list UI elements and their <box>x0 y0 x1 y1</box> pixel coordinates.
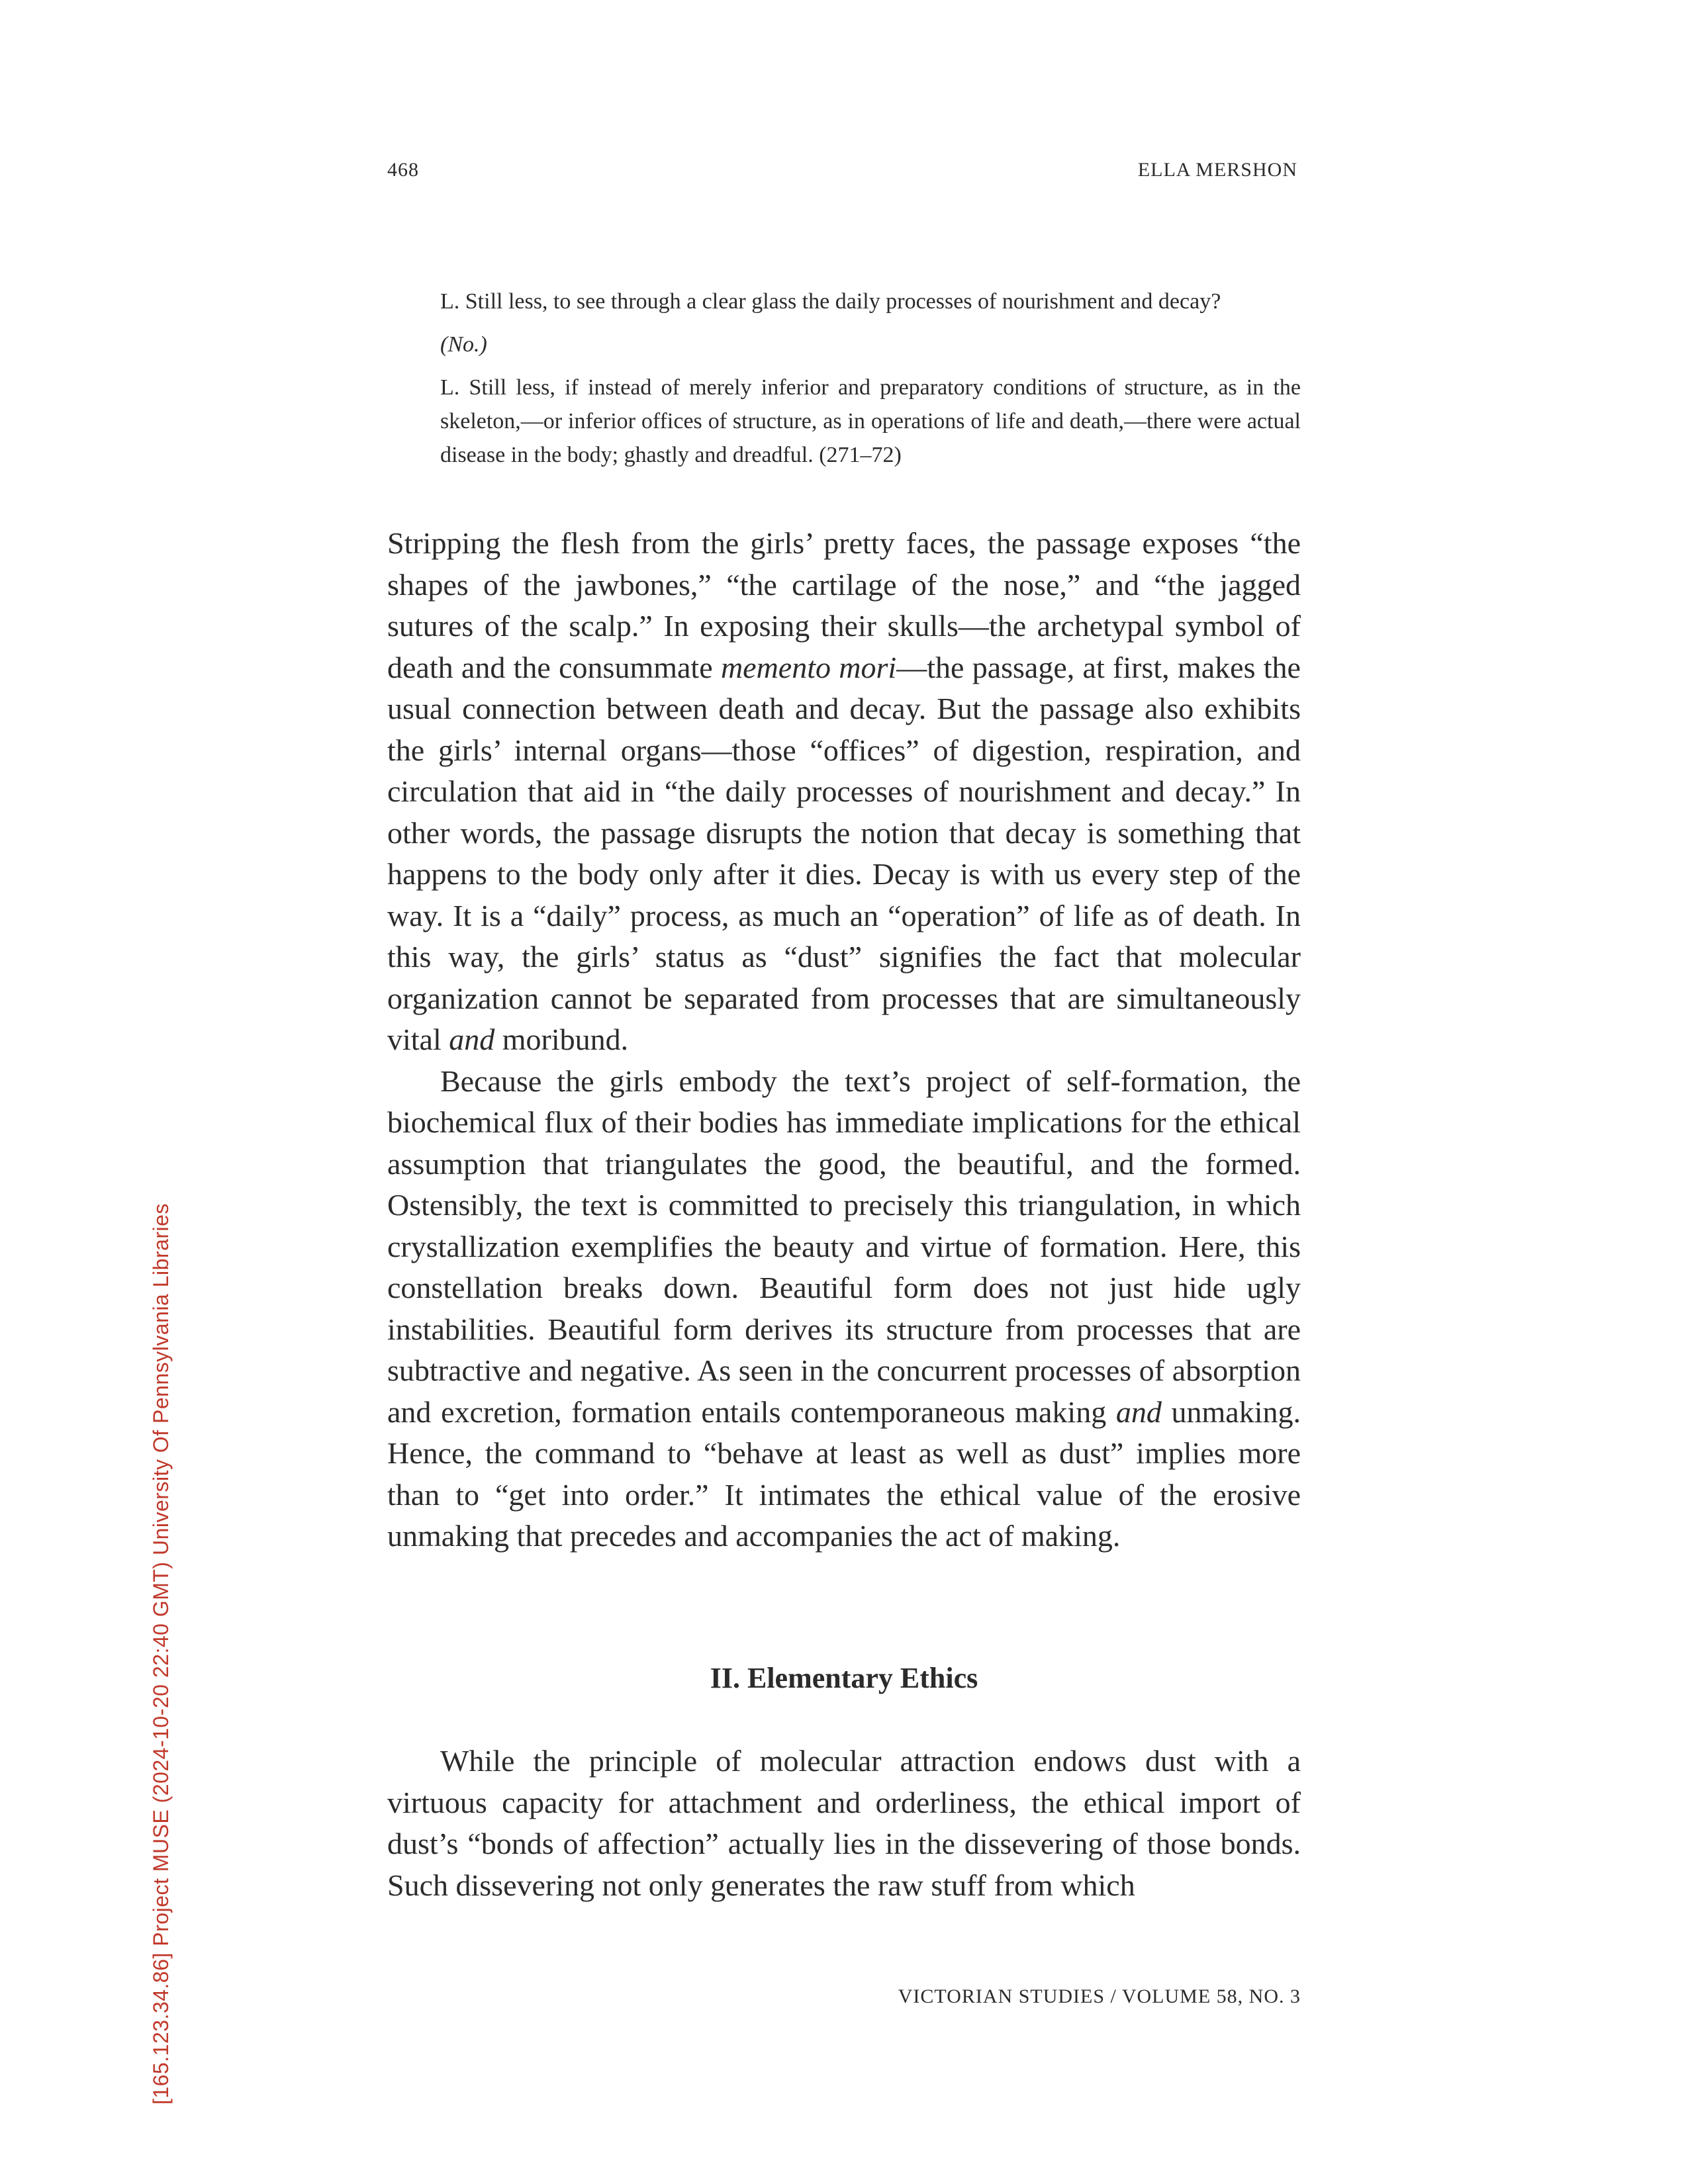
access-watermark: [165.123.34.86] Project MUSE (2024-10-20 22:40 GMT) University Of Pennsylvania Libraries <box>149 1203 173 2105</box>
paragraph: While the principle of molecular attraction endows dust with a virtuous capacity for attachment and orderliness, the ethical import of dust’s “bonds of affection” actually lies in the dissevering of those bonds. Such dissevering not only generates the raw stuff from which <box>387 1744 1301 1902</box>
paragraph <box>387 1061 1301 1557</box>
paragraph-text: unmaking. Hence, the command to “behave at least as well as dust” implies more than to “get into order.” It intimates the ethical value of the erosive unmaking that precedes and accompanies the act of making. <box>387 1394 1301 1553</box>
italic-phrase: memento mori <box>720 650 897 684</box>
italic-phrase: and <box>1115 1394 1162 1429</box>
page-number: 468 <box>387 159 419 181</box>
paragraph-text: —the passage, at first, makes the usual connection between death and decay. But the passage also exhibits the girls’ internal organs—those “offices” of digestion, respiration, and circulation that aid in “the daily processes of nourishment and decay.” In other words, the passage disrupts the notion that decay is something that happens to the body only after it dies. Decay is with us every step of the way. It is a “daily” process, as much an “operation” of life as of death. In this way, the girls’ status as “dust” signifies the fact that molecular organization cannot be separated from processes that are simultaneously vital <box>387 650 1301 1056</box>
quote-stage-direction: (No.) <box>440 332 487 357</box>
paragraph-text: Because the girls embody the text’s project of self-formation, the biochemical flux of their bodies has immediate implications for the ethical assumption that triangulates the good, the beautiful, and the formed. Ostensibly, the text is committed to precisely this triangulation, in which crystallization exemplifies the beauty and virtue of formation. Here, this constellation breaks down. Beautiful form does not just hide ugly instabilities. Beautiful form derives its structure from processes that are subtractive and negative. As seen in the concurrent processes of absorption and excretion, formation entails contemporaneous making <box>387 1064 1301 1429</box>
block-quote <box>440 285 1301 481</box>
quote-line: L. Still less, if instead of merely inferior and preparatory conditions of structure, as in the skeleton,—or inferior offices of structure, as in operations of life and death,—there were actual disease in the body; ghastly and dreadful. (271–72) <box>440 375 1301 467</box>
paragraph-text: moribund. <box>494 1023 629 1056</box>
italic-phrase: and <box>449 1023 495 1056</box>
quote-line: L. Still less, to see through a clear glass the daily processes of nourishment and decay? <box>440 289 1221 314</box>
paragraph <box>387 523 1301 1061</box>
running-head-author: ELLA MERSHON <box>1137 159 1297 181</box>
section-body <box>387 1741 1301 1906</box>
running-foot-journal: VICTORIAN STUDIES / VOLUME 58, NO. 3 <box>898 1985 1301 2007</box>
paragraph-text: Stripping the flesh from the girls’ pretty faces, the passage exposes “the shapes of the jawbones,” “the cartilage of the nose,” and “the jagged sutures of the scalp.” In exposing their skulls—the archetypal symbol of death and the consummate <box>387 526 1301 684</box>
body-text <box>387 523 1301 1557</box>
section-heading: II. Elementary Ethics <box>710 1662 978 1694</box>
